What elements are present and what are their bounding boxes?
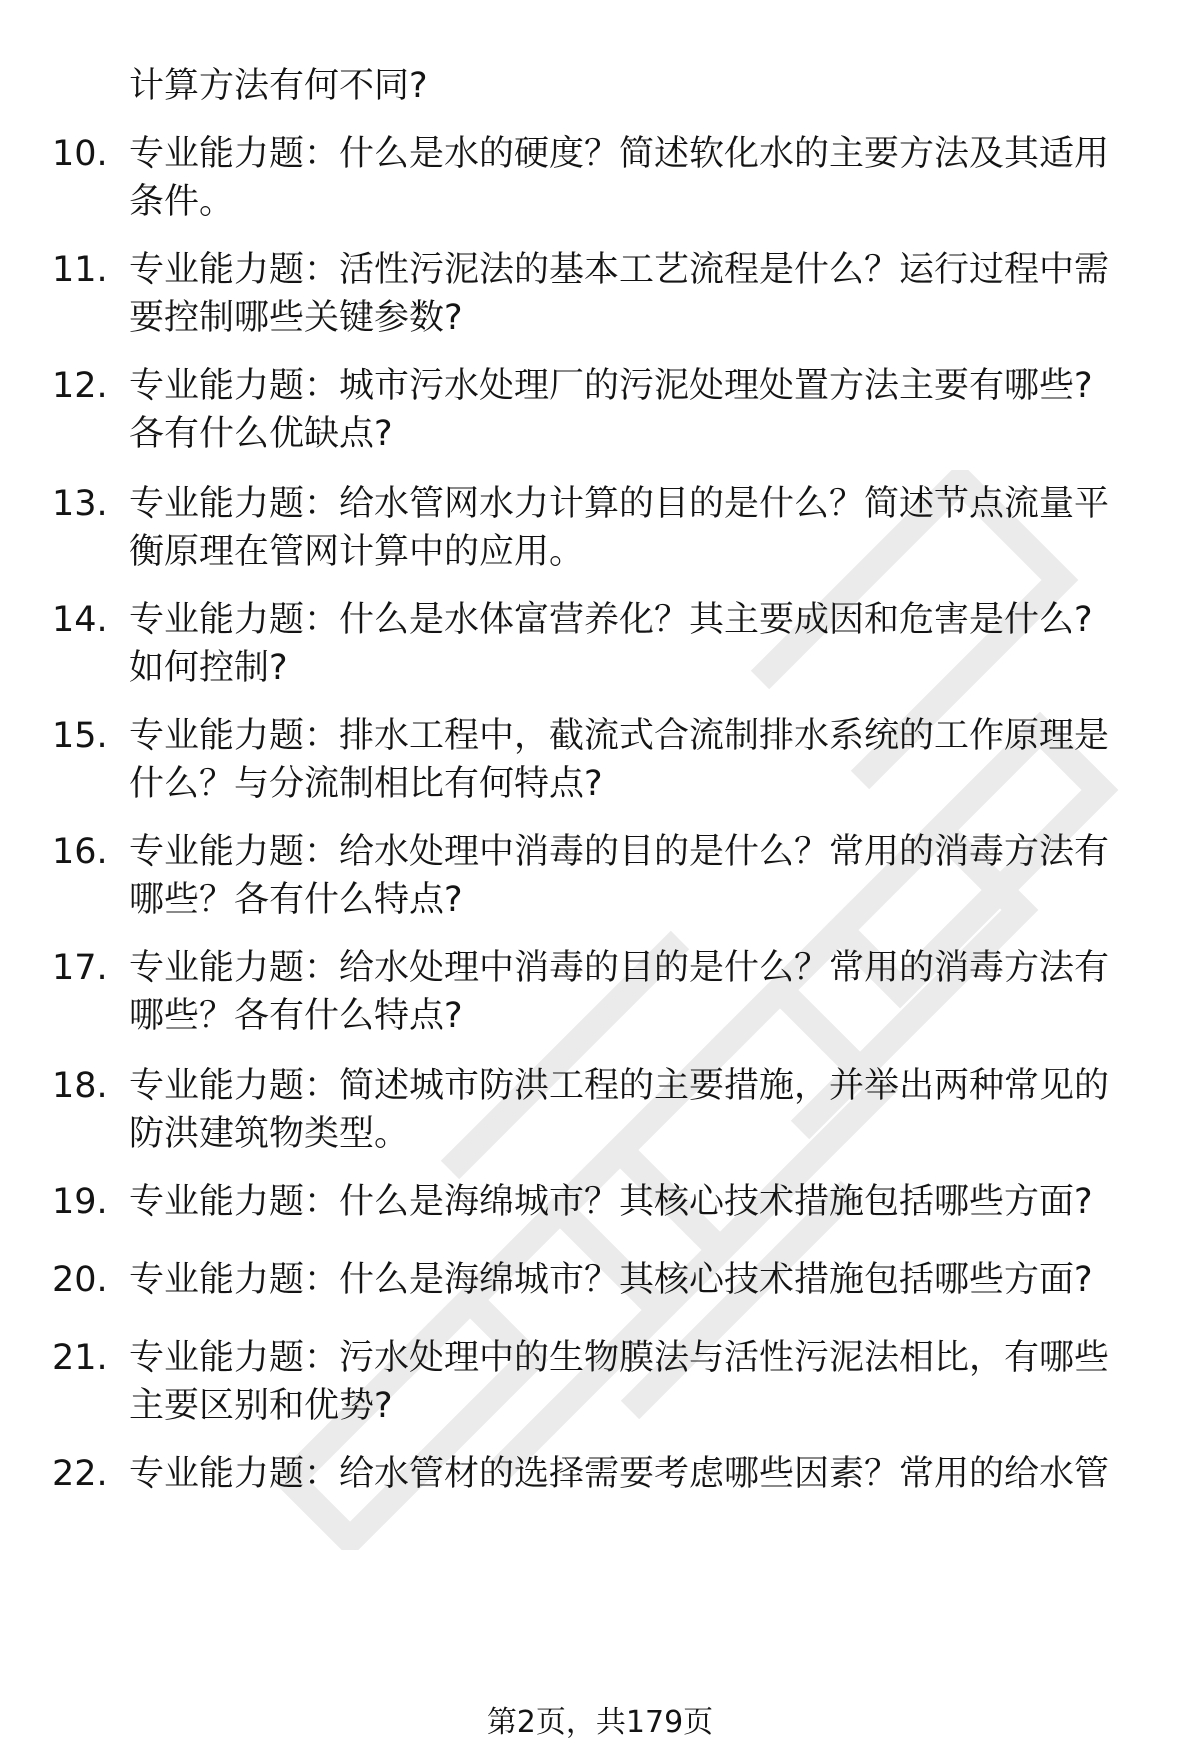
question-number: 18. [52,1066,108,1106]
question-text-line: 防洪建筑物类型。 [129,1114,410,1154]
question-text-line: 专业能力题：什么是海绵城市？其核心技术措施包括哪些方面? [129,1260,1093,1300]
question-text-line: 什么？与分流制相比有何特点? [129,764,603,804]
question-text-line: 哪些？各有什么特点? [129,880,463,920]
question-number: 20. [52,1260,108,1300]
question-number: 16. [52,832,108,872]
question-text-line: 主要区别和优势? [129,1386,393,1426]
question-text-line: 专业能力题：城市污水处理厂的污泥处理处置方法主要有哪些? [129,366,1093,406]
question-number: 15. [52,716,108,756]
question-text-line: 专业能力题：给水处理中消毒的目的是什么？常用的消毒方法有 [129,832,1110,872]
question-text-line: 专业能力题：排水工程中，截流式合流制排水系统的工作原理是 [129,716,1110,756]
question-number: 10. [52,134,108,174]
question-text-line: 各有什么优缺点? [129,414,393,454]
question-number: 22. [52,1454,108,1494]
page-footer: 第2页，共179页 [486,1705,714,1740]
question-text-line: 衡原理在管网计算中的应用。 [129,532,585,572]
question-number: 19. [52,1182,108,1222]
question-number: 12. [52,366,108,406]
question-text-line: 专业能力题：什么是水的硬度？简述软化水的主要方法及其适用 [129,134,1110,174]
question-number: 17. [52,948,108,988]
question-text-line: 专业能力题：给水管材的选择需要考虑哪些因素？常用的给水管 [129,1454,1110,1494]
question-text-line: 专业能力题：什么是水体富营养化？其主要成因和危害是什么? [129,600,1093,640]
question-number: 13. [52,484,108,524]
question-text-line: 专业能力题：污水处理中的生物膜法与活性污泥法相比，有哪些 [129,1338,1110,1378]
question-text-line: 条件。 [129,182,235,222]
question-text-line: 哪些？各有什么特点? [129,996,463,1036]
question-text-line: 专业能力题：给水处理中消毒的目的是什么？常用的消毒方法有 [129,948,1110,988]
question-text-line: 如何控制? [129,648,288,688]
question-text-line: 专业能力题：什么是海绵城市？其核心技术措施包括哪些方面? [129,1182,1093,1222]
continuation-line: 计算方法有何不同? [129,66,428,106]
question-text-line: 专业能力题：活性污泥法的基本工艺流程是什么？运行过程中需 [129,250,1110,290]
question-number: 11. [52,250,108,290]
question-number: 14. [52,600,108,640]
question-text-line: 专业能力题：给水管网水力计算的目的是什么？简述节点流量平 [129,484,1110,524]
question-text-line: 要控制哪些关键参数? [129,298,463,338]
question-text-line: 专业能力题：简述城市防洪工程的主要措施，并举出两种常见的 [129,1066,1110,1106]
question-number: 21. [52,1338,108,1378]
